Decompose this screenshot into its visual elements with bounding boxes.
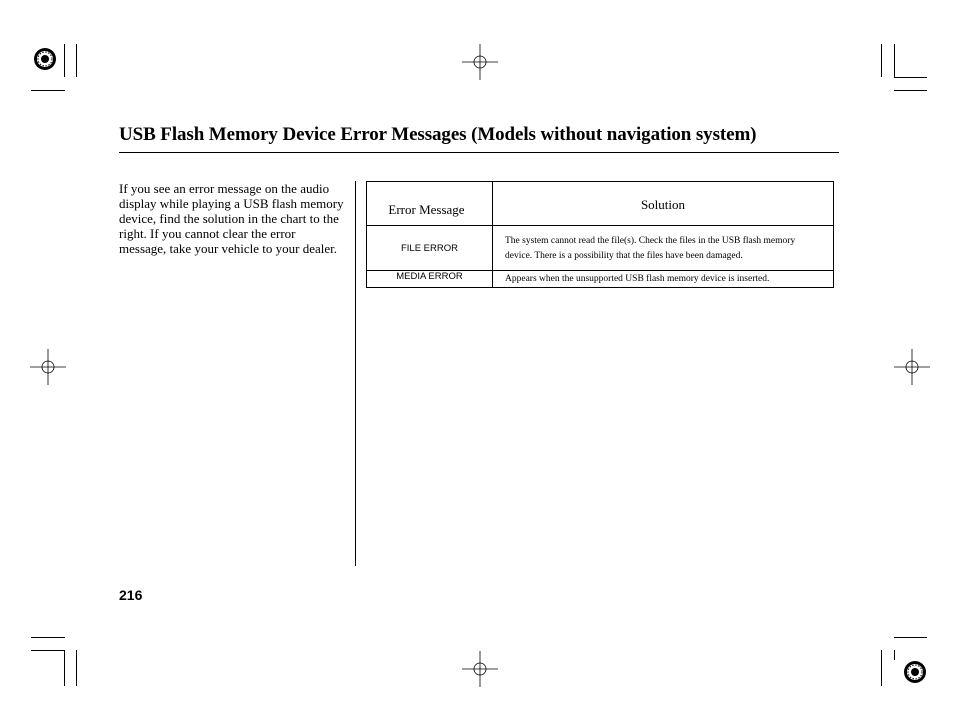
crosshair-right-middle-icon bbox=[894, 349, 930, 385]
error-message-cell: FILE ERROR bbox=[367, 226, 493, 271]
crop-mark bbox=[894, 637, 927, 638]
intro-paragraph: If you see an error message on the audio display while playing a USB flash memory device, find the solution in the chart to the right. If you cannot clear the error message, take your vehicle to your dealer. bbox=[119, 181, 344, 256]
crop-mark bbox=[64, 44, 65, 77]
column-divider bbox=[355, 181, 356, 566]
solution-cell: Appears when the unsupported USB flash memory device is inserted. bbox=[493, 271, 834, 288]
registration-mark-top-left-icon bbox=[30, 44, 60, 74]
error-message-cell: MEDIA ERROR bbox=[367, 271, 493, 288]
title-divider bbox=[119, 152, 839, 153]
header-error-message: Error Message bbox=[367, 182, 493, 226]
crop-mark bbox=[894, 77, 927, 78]
table-row bbox=[367, 271, 834, 288]
crosshair-left-middle-icon bbox=[30, 349, 66, 385]
crop-mark bbox=[31, 637, 65, 638]
error-message-table bbox=[366, 181, 834, 288]
crop-mark bbox=[64, 650, 65, 686]
crop-mark bbox=[881, 44, 882, 77]
header-solution: Solution bbox=[493, 182, 834, 226]
page-number: 216 bbox=[119, 587, 143, 603]
solution-cell: The system cannot read the file(s). Check the files in the USB flash memory device. There is a possibility that the files have been damaged. bbox=[493, 226, 834, 271]
crop-mark bbox=[881, 650, 882, 686]
crop-mark bbox=[894, 650, 895, 660]
crosshair-bottom-center-icon bbox=[462, 651, 498, 687]
crop-mark bbox=[31, 650, 65, 651]
crop-mark bbox=[76, 44, 77, 77]
crop-mark bbox=[894, 44, 895, 77]
crop-mark bbox=[31, 90, 65, 91]
registration-mark-bottom-right-icon bbox=[901, 658, 929, 686]
crosshair-top-center-icon bbox=[462, 44, 498, 80]
crop-mark bbox=[76, 650, 77, 686]
crop-mark bbox=[894, 90, 927, 91]
page-title: USB Flash Memory Device Error Messages (Models without navigation system) bbox=[119, 124, 757, 145]
table-row bbox=[367, 226, 834, 271]
table-header-row bbox=[367, 182, 834, 226]
